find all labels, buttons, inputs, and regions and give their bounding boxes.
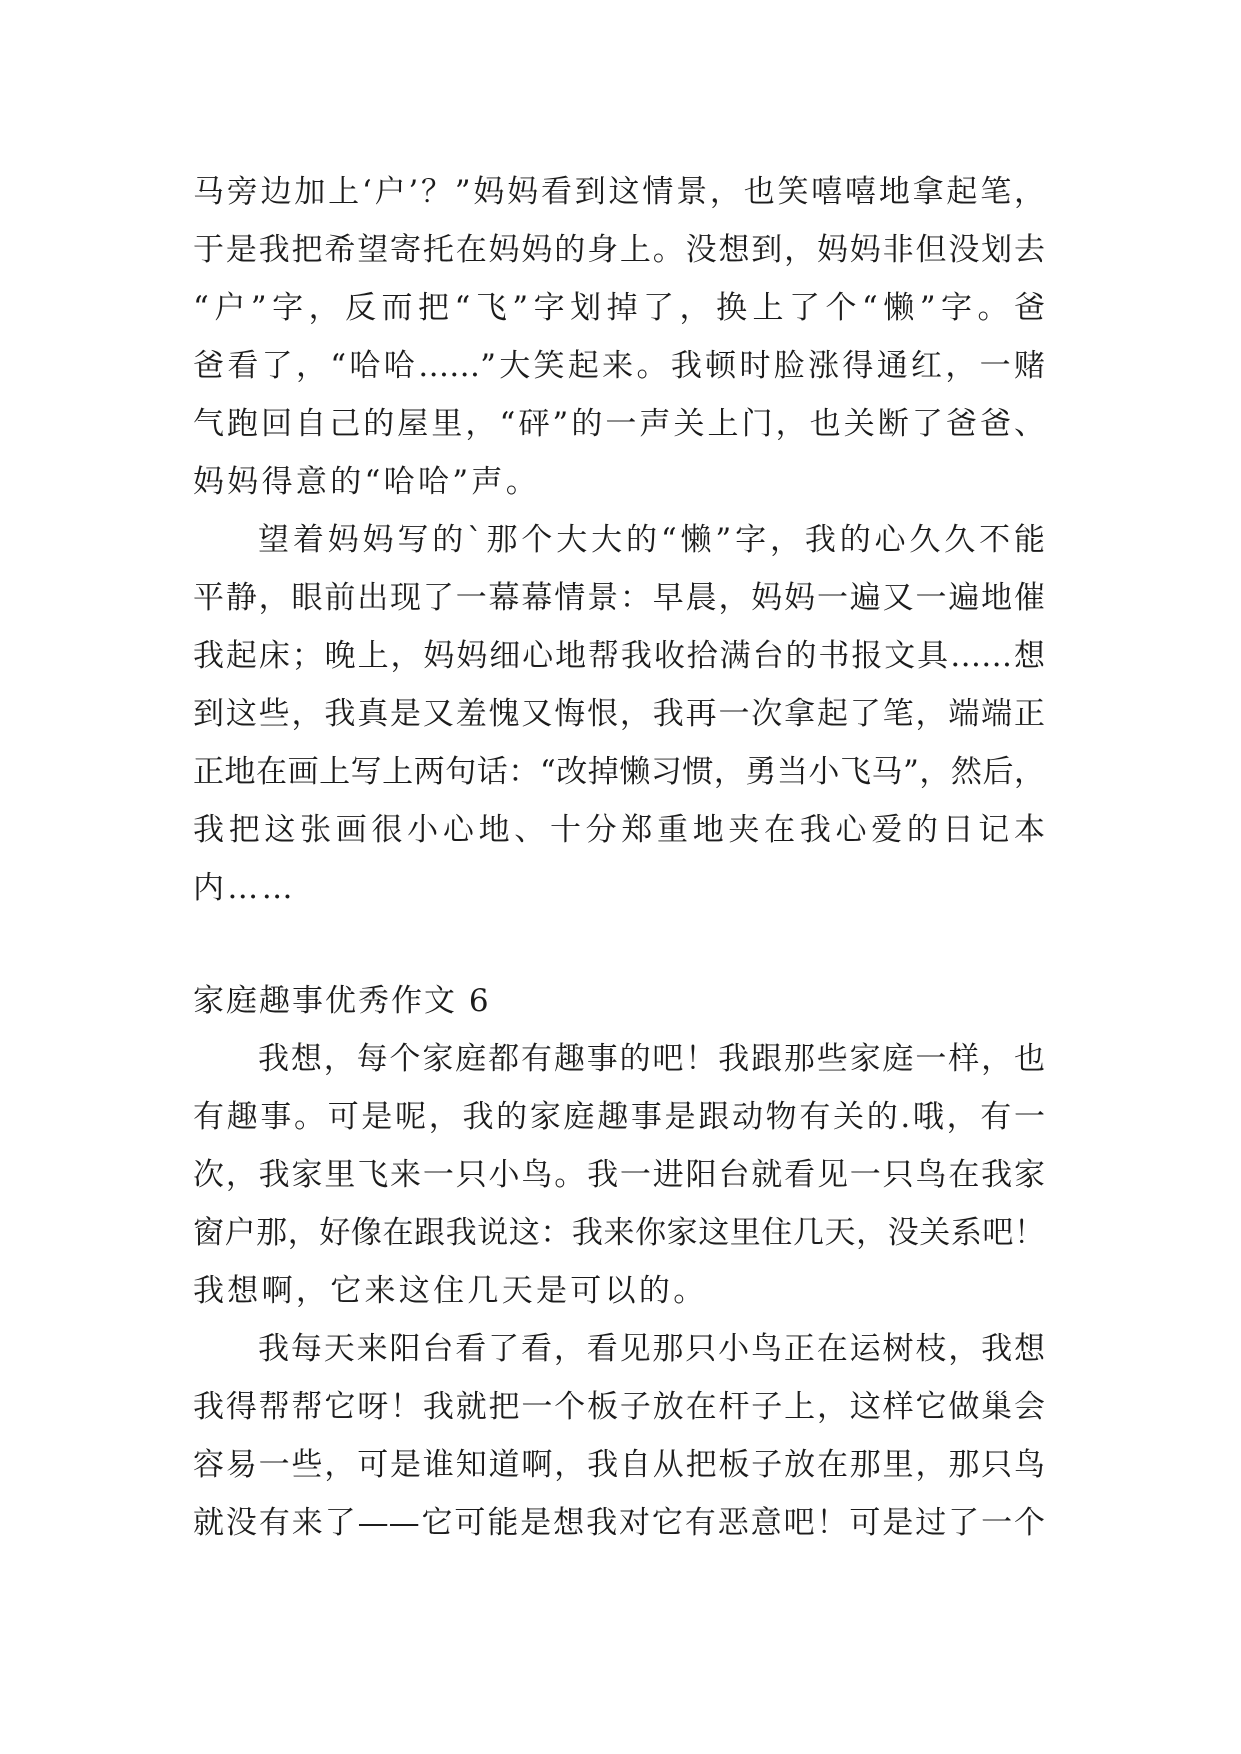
paragraph-line: 次，我家里飞来一只小鸟。我一进阳台就看见一只鸟在我家 <box>193 1157 1045 1193</box>
section-heading: 家庭趣事优秀作文 6 <box>193 983 491 1019</box>
paragraph-line: 爸看了，“哈哈……”大笑起来。我顿时脸涨得通红，一赌 <box>193 348 1045 384</box>
paragraph-line: 望着妈妈写的`那个大大的“懒”字，我的心久久不能 <box>258 522 1045 558</box>
paragraph-line: 我把这张画很小心地、十分郑重地夹在我心爱的日记本 <box>193 812 1045 848</box>
paragraph-line: 容易一些，可是谁知道啊，我自从把板子放在那里，那只鸟 <box>193 1447 1045 1483</box>
paragraph-line: 我想，每个家庭都有趣事的吧！我跟那些家庭一样，也 <box>258 1041 1045 1077</box>
paragraph-line: 马旁边加上‘户’？”妈妈看到这情景，也笑嘻嘻地拿起笔， <box>193 174 1045 210</box>
paragraph-line: 就没有来了——它可能是想我对它有恶意吧！可是过了一个 <box>193 1505 1045 1541</box>
paragraph-line: 我每天来阳台看了看，看见那只小鸟正在运树枝，我想 <box>258 1331 1045 1367</box>
paragraph-line: 内…… <box>193 870 296 906</box>
paragraph-line: 妈妈得意的“哈哈”声。 <box>193 464 540 500</box>
paragraph-line: 我想啊，它来这住几天是可以的。 <box>193 1273 708 1309</box>
paragraph-line: 气跑回自己的屋里，“砰”的一声关上门，也关断了爸爸、 <box>193 406 1045 442</box>
paragraph-line: 我起床；晚上，妈妈细心地帮我收拾满台的书报文具……想 <box>193 638 1045 674</box>
paragraph-line: 正地在画上写上两句话：“改掉懒习惯，勇当小飞马”，然后， <box>193 754 1045 790</box>
paragraph-line: “户”字，反而把“飞”字划掉了，换上了个“懒”字。爸 <box>193 290 1045 326</box>
paragraph-line: 窗户那，好像在跟我说这：我来你家这里住几天，没关系吧！ <box>193 1215 1045 1251</box>
paragraph-line: 我得帮帮它呀！我就把一个板子放在杆子上，这样它做巢会 <box>193 1389 1045 1425</box>
paragraph-line: 到这些，我真是又羞愧又悔恨，我再一次拿起了笔，端端正 <box>193 696 1045 732</box>
paragraph-line: 于是我把希望寄托在妈妈的身上。没想到，妈妈非但没划去 <box>193 232 1045 268</box>
paragraph-line: 有趣事。可是呢，我的家庭趣事是跟动物有关的.哦，有一 <box>193 1099 1045 1135</box>
paragraph-line: 平静，眼前出现了一幕幕情景：早晨，妈妈一遍又一遍地催 <box>193 580 1045 616</box>
